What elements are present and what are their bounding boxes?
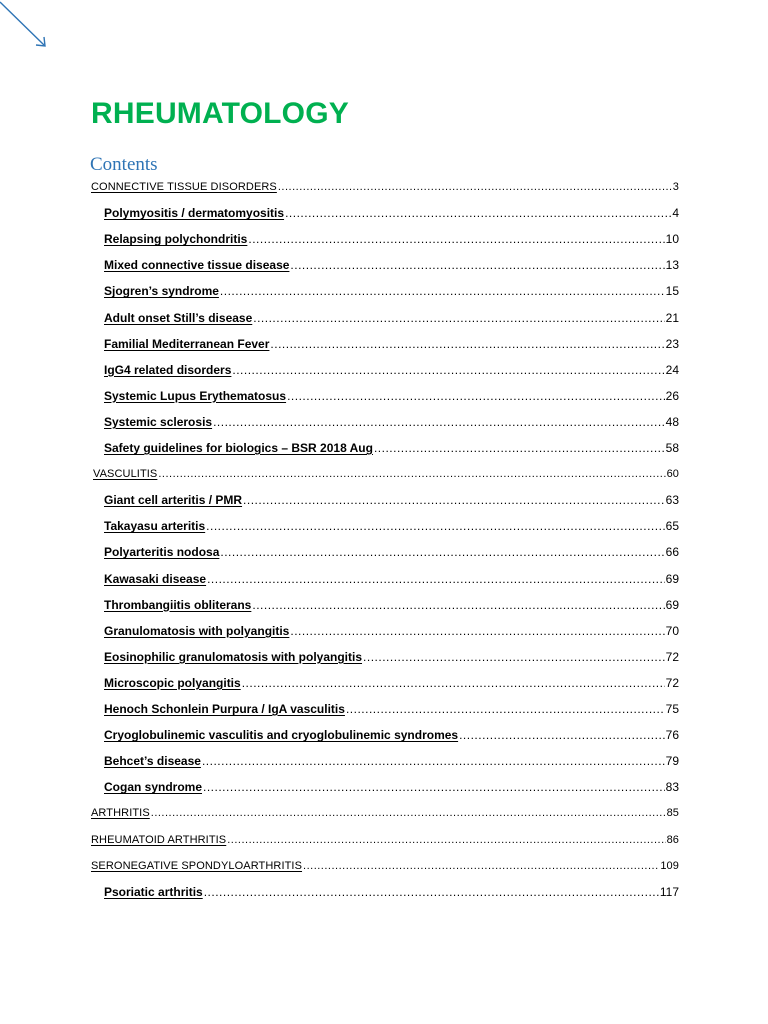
toc-dot-leader <box>243 493 665 507</box>
toc-dot-leader <box>346 702 665 716</box>
toc-page-number: 3 <box>672 181 679 193</box>
toc-entry-label[interactable]: Cogan syndrome <box>104 780 203 795</box>
toc-entry-label[interactable]: Adult onset Still’s disease <box>104 310 253 325</box>
toc-entry-label[interactable]: Giant cell arteritis / PMR <box>104 493 243 508</box>
toc-dot-leader <box>204 885 659 899</box>
toc-page-number: 85 <box>666 807 679 820</box>
toc-dot-leader <box>252 598 664 612</box>
toc-entry[interactable] <box>104 566 679 592</box>
toc-entry-label[interactable]: Mixed connective tissue disease <box>104 258 290 273</box>
contents-heading: Contents <box>90 154 158 175</box>
toc-page-number: 75 <box>665 702 679 716</box>
toc-entry[interactable] <box>104 696 679 722</box>
toc-entry[interactable] <box>104 226 679 252</box>
toc-dot-leader <box>213 415 665 429</box>
toc-entry-label[interactable]: VASCULITIS <box>93 468 158 481</box>
toc-entry[interactable] <box>104 305 679 331</box>
toc-entry-label[interactable]: Behcet’s disease <box>104 754 201 769</box>
toc-entry[interactable] <box>104 252 679 278</box>
toc-dot-leader <box>207 572 665 586</box>
toc-dot-leader <box>285 206 671 220</box>
toc-dot-leader <box>290 624 664 638</box>
toc-entry-label[interactable]: Familial Mediterranean Fever <box>104 336 270 351</box>
toc-dot-leader <box>248 232 664 246</box>
toc-page-number: 69 <box>665 597 679 612</box>
toc-page-number: 86 <box>666 833 679 846</box>
toc-dot-leader <box>158 468 665 480</box>
toc-entry-label[interactable]: Kawasaki disease <box>104 571 207 586</box>
toc-page-number: 4 <box>672 206 679 221</box>
toc-entry[interactable] <box>104 487 679 513</box>
toc-dot-leader <box>151 807 666 819</box>
toc-entry-label[interactable]: Henoch Schonlein Purpura / IgA vasculitis <box>104 702 345 716</box>
toc-entry[interactable] <box>91 800 679 826</box>
toc-page-number: 72 <box>665 675 679 690</box>
toc-dot-leader <box>270 337 664 351</box>
toc-page-number: 117 <box>659 884 679 899</box>
toc-page-number: 72 <box>665 649 679 664</box>
toc-page-number: 65 <box>665 519 679 534</box>
toc-dot-leader <box>459 728 665 742</box>
toc-entry[interactable] <box>104 435 679 461</box>
toc-entry-label[interactable]: Systemic Lupus Erythematosus <box>104 388 287 403</box>
toc-entry-label[interactable]: Thrombangiitis obliterans <box>104 597 252 612</box>
toc-dot-leader <box>290 258 664 272</box>
toc-entry-label[interactable]: Relapsing polychondritis <box>104 232 248 247</box>
toc-dot-leader <box>278 181 672 193</box>
toc-page-number: 13 <box>665 258 679 273</box>
toc-entry-label[interactable]: Safety guidelines for biologics – BSR 2018 Aug <box>104 441 373 455</box>
toc-page-number: 66 <box>665 545 679 560</box>
toc-entry-label[interactable]: RHEUMATOID ARTHRITIS <box>91 833 227 846</box>
toc-entry-label[interactable]: SERONEGATIVE SPONDYLOARTHRITIS <box>91 859 303 872</box>
toc-entry-label[interactable]: Eosinophilic granulomatosis with polyangitis <box>104 649 363 664</box>
toc-page-number: 109 <box>660 859 679 872</box>
toc-entry[interactable] <box>104 278 679 304</box>
toc-page-number: 63 <box>665 493 679 508</box>
toc-page-number: 58 <box>665 441 679 455</box>
toc-entry-label[interactable]: IgG4 related disorders <box>104 362 232 377</box>
toc-dot-leader <box>253 311 664 325</box>
toc-page-number: 76 <box>665 728 679 743</box>
toc-entry-label[interactable]: ARTHRITIS <box>91 807 150 820</box>
toc-entry[interactable] <box>104 618 679 644</box>
toc-entry[interactable] <box>104 644 679 670</box>
toc-entry-label[interactable]: Psoriatic arthritis <box>104 884 203 899</box>
toc-entry[interactable] <box>93 461 679 487</box>
toc-dot-leader <box>202 754 665 768</box>
toc-entry[interactable] <box>91 827 679 853</box>
toc-dot-leader <box>220 284 665 298</box>
toc-page-number: 60 <box>666 468 679 481</box>
toc-entry-label[interactable]: Granulomatosis with polyangitis <box>104 623 290 638</box>
toc-page-number: 26 <box>665 388 679 403</box>
toc-dot-leader <box>303 860 659 872</box>
document-title: RHEUMATOLOGY <box>91 97 349 130</box>
toc-entry[interactable] <box>104 200 679 226</box>
toc-page-number: 10 <box>665 232 679 247</box>
toc-entry-label[interactable]: Microscopic polyangitis <box>104 675 241 690</box>
toc-entry-label[interactable]: Cryoglobulinemic vasculitis and cryoglobulinemic syndromes <box>104 728 459 743</box>
arrow-down-right-icon <box>0 0 50 50</box>
toc-entry-label[interactable]: Takayasu arteritis <box>104 519 206 534</box>
toc-entry[interactable] <box>104 331 679 357</box>
toc-entry[interactable] <box>104 409 679 435</box>
toc-entry[interactable] <box>104 722 679 748</box>
toc-dot-leader <box>242 676 665 690</box>
toc-dot-leader <box>220 545 664 559</box>
toc-page-number: 15 <box>665 284 679 299</box>
toc-page-number: 23 <box>665 336 679 351</box>
toc-dot-leader <box>374 441 665 455</box>
toc-entry[interactable] <box>91 853 679 879</box>
toc-page-number: 48 <box>665 414 679 429</box>
toc-page-number: 70 <box>665 623 679 638</box>
toc-entry[interactable] <box>104 383 679 409</box>
toc-page-number: 21 <box>665 310 679 325</box>
toc-entry[interactable] <box>104 592 679 618</box>
toc-entry-label[interactable]: Polyarteritis nodosa <box>104 545 220 560</box>
toc-dot-leader <box>232 363 664 377</box>
toc-entry-label[interactable]: Polymyositis / dermatomyositis <box>104 206 285 221</box>
toc-entry[interactable] <box>104 513 679 539</box>
toc-entry[interactable] <box>104 774 679 800</box>
toc-dot-leader <box>363 650 665 664</box>
toc-page-number: 24 <box>665 362 679 377</box>
toc-entry[interactable] <box>104 879 679 905</box>
toc-entry[interactable] <box>91 174 679 200</box>
toc-dot-leader <box>287 389 665 403</box>
toc-dot-leader <box>227 834 665 846</box>
toc-entry[interactable] <box>104 357 679 383</box>
toc-entry[interactable] <box>104 670 679 696</box>
toc-entry-label[interactable]: Systemic sclerosis <box>104 414 213 429</box>
toc-entry-label[interactable]: CONNECTIVE TISSUE DISORDERS <box>91 181 277 193</box>
toc-entry[interactable] <box>104 539 679 565</box>
toc-dot-leader <box>206 519 664 533</box>
toc-entry-label[interactable]: Sjogren’s syndrome <box>104 284 219 299</box>
toc-page-number: 69 <box>665 571 679 586</box>
toc-dot-leader <box>203 780 665 794</box>
toc-page-number: 79 <box>665 754 679 769</box>
toc-page-number: 83 <box>665 780 679 795</box>
toc-entry[interactable] <box>104 748 679 774</box>
